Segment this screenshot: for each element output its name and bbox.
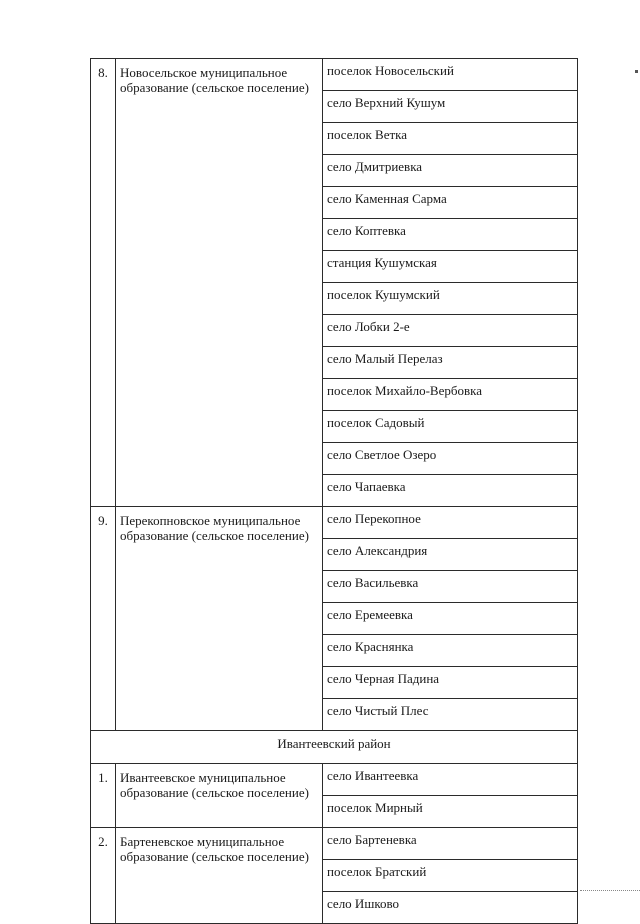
settlement-cell: село Черная Падина [323,667,578,699]
settlement-cell: село Каменная Сарма [323,187,578,219]
settlement-cell: село Коптевка [323,219,578,251]
settlement-cell: село Дмитриевка [323,155,578,187]
settlement-cell: село Лобки 2-е [323,315,578,347]
page-edge-mark [580,890,640,891]
municipality-name: Бартеневское муниципальное образование (сельское поселение) [116,828,323,924]
settlement-cell: село Чистый Плес [323,699,578,731]
municipality-name: Новосельское муниципальное образование (сельское поселение) [116,59,323,507]
settlement-cell: село Светлое Озеро [323,443,578,475]
settlement-cell: станция Кушумская [323,251,578,283]
settlement-cell: село Малый Перелаз [323,347,578,379]
settlement-cell: село Перекопное [323,507,578,539]
table-row [91,507,578,539]
settlement-cell: село Бартеневка [323,828,578,860]
settlement-cell: поселок Кушумский [323,283,578,315]
municipality-name: Перекопновское муниципальное образование (сельское поселение) [116,507,323,731]
settlement-cell: село Еремеевка [323,603,578,635]
settlements-table [90,58,578,924]
settlement-cell: село Чапаевка [323,475,578,507]
settlement-cell: село Краснянка [323,635,578,667]
settlement-cell: село Верхний Кушум [323,91,578,123]
settlement-cell: поселок Братский [323,860,578,892]
table-row [91,764,578,796]
row-number: 2. [91,828,116,924]
row-number: 1. [91,764,116,828]
settlement-cell: поселок Мирный [323,796,578,828]
settlement-cell: село Ивантеевка [323,764,578,796]
settlement-cell: поселок Ветка [323,123,578,155]
settlement-cell: село Александрия [323,539,578,571]
settlement-cell: поселок Садовый [323,411,578,443]
row-number: 9. [91,507,116,731]
document-page [90,58,578,924]
row-number: 8. [91,59,116,507]
table-row [91,828,578,860]
settlement-cell: село Ишково [323,892,578,924]
settlement-cell: поселок Новосельский [323,59,578,91]
settlement-cell: село Васильевка [323,571,578,603]
scan-speck [635,70,638,73]
region-heading: Ивантеевский район [91,731,578,764]
settlement-cell: поселок Михайло-Вербовка [323,379,578,411]
municipality-name: Ивантеевское муниципальное образование (сельское поселение) [116,764,323,828]
table-row [91,59,578,91]
region-row [91,731,578,764]
